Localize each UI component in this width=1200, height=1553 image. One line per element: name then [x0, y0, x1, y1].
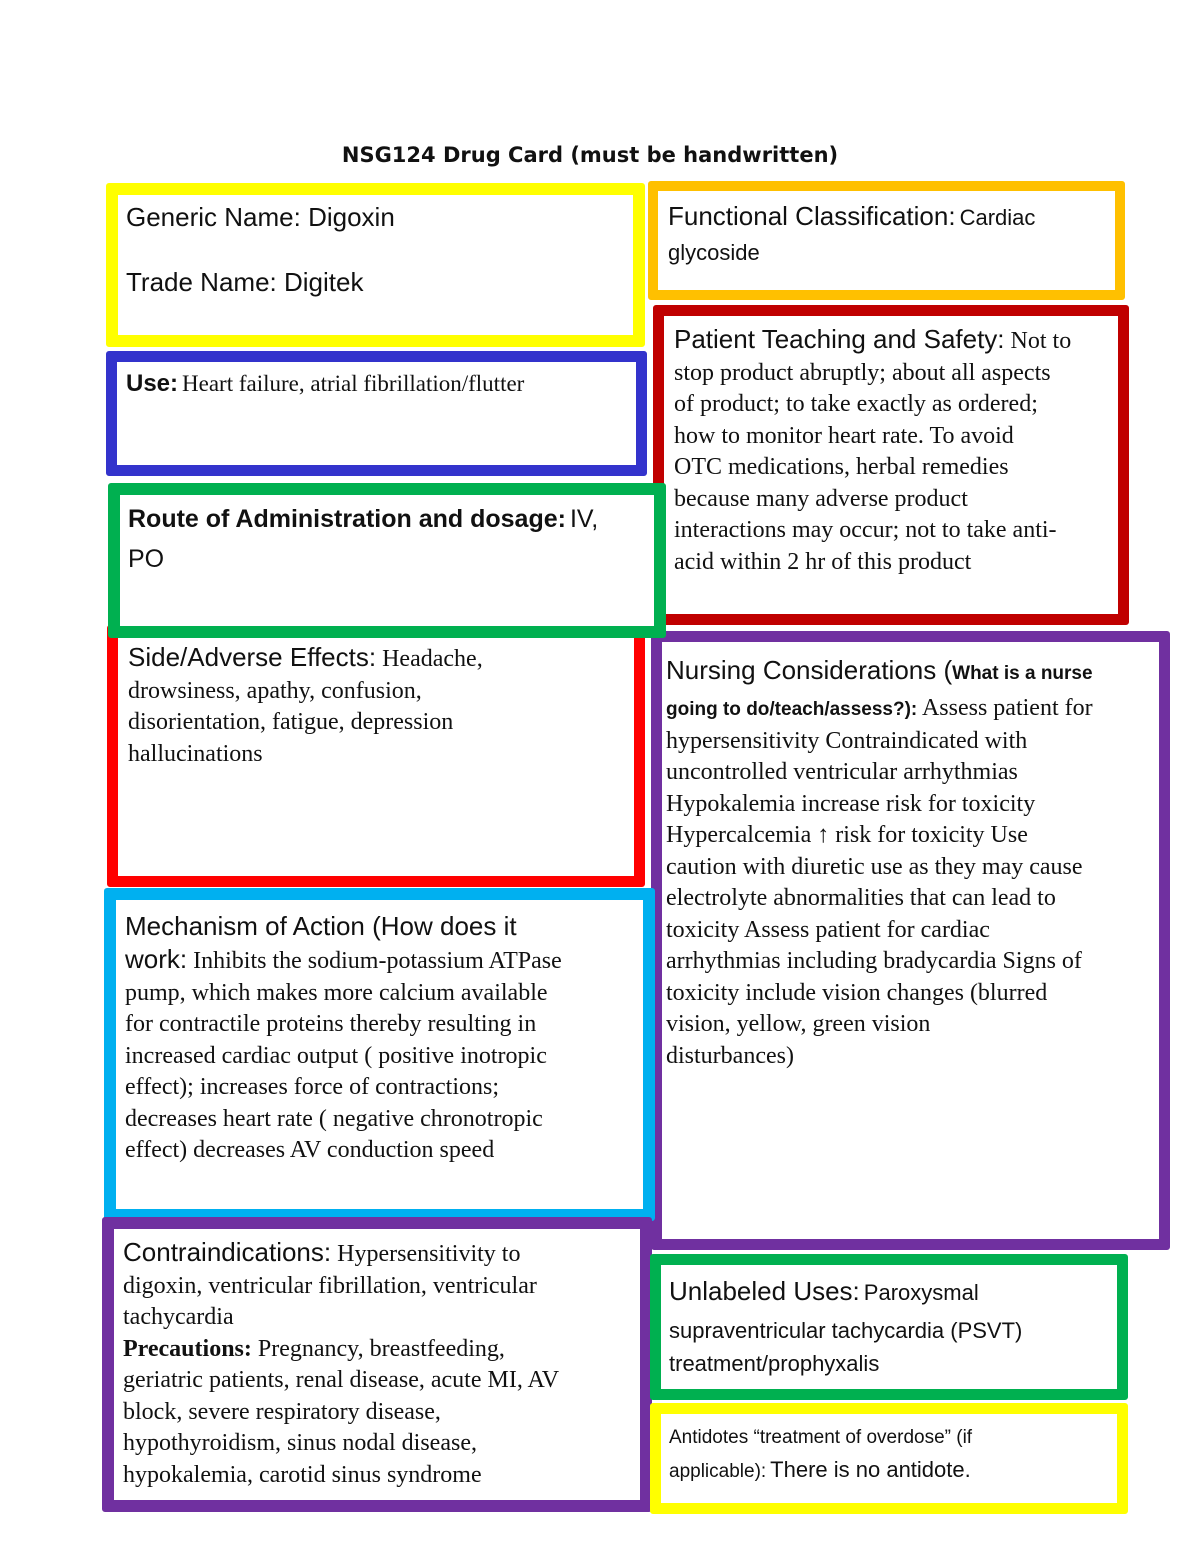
mechanism-line: effect) decreases AV conduction speed [125, 1137, 495, 1163]
nursing-line: disturbances) [666, 1042, 794, 1069]
mechanism-label-2: work: [125, 944, 188, 974]
mechanism-line: effect); increases force of contractions; [125, 1074, 500, 1100]
teaching-line: how to monitor heart rate. To avoid [674, 422, 1014, 449]
nursing-line: arrhythmias including bradycardia Signs of [666, 948, 1082, 974]
antidotes-label-1: Antidotes “treatment of overdose” (if [669, 1427, 973, 1448]
side-effects-box [107, 625, 645, 887]
patient-teaching-label: Patient Teaching and Safety: [674, 324, 1005, 354]
contra-line: tachycardia [123, 1304, 234, 1330]
use-value: Heart failure, atrial fibrillation/flutter [182, 371, 525, 396]
antidotes-box [650, 1403, 1128, 1514]
nursing-line: toxicity Assess patient for cardiac [666, 916, 990, 943]
nursing-line: hypersensitivity Contraindicated with [666, 727, 1028, 754]
nursing-label: Nursing Considerations ( [666, 655, 953, 685]
generic-name: Generic Name: Digoxin [126, 202, 395, 232]
functional-classification-value-1: Cardiac [959, 205, 1036, 230]
nursing-considerations-box [651, 631, 1170, 1250]
unlabeled-uses-box [650, 1254, 1128, 1400]
side-line: Headache, [382, 646, 483, 672]
mechanism-label-1: Mechanism of Action (How does it [125, 911, 517, 941]
side-line: hallucinations [128, 740, 263, 767]
teaching-line: acid within 2 hr of this product [674, 548, 972, 575]
teaching-line: of product; to take exactly as ordered; [674, 391, 1038, 417]
nursing-question-1: What is a nurse [952, 663, 1093, 684]
unlabeled-line: treatment/prophyxalis [669, 1351, 880, 1376]
use-label: Use: [126, 370, 179, 397]
side-effects-label: Side/Adverse Effects: [128, 642, 377, 672]
antidotes-label-2: applicable): [669, 1461, 767, 1482]
nursing-line: caution with diuretic use as they may cause [666, 853, 1083, 880]
nursing-line: Hypercalcemia ↑ risk for toxicity Use [666, 822, 1028, 848]
route-box [108, 483, 666, 638]
route-value-2: PO [128, 545, 165, 573]
route-label: Route of Administration and dosage: [128, 505, 566, 533]
teaching-line: stop product abruptly; about all aspects [674, 359, 1051, 386]
side-line: disorientation, fatigue, depression [128, 709, 454, 735]
side-line: drowsiness, apathy, confusion, [128, 677, 422, 704]
contra-line: Hypersensitivity to [337, 1241, 521, 1267]
patient-teaching-box [653, 305, 1129, 625]
unlabeled-line: Paroxysmal [863, 1280, 979, 1305]
mechanism-line: Inhibits the sodium-potassium ATPase [193, 948, 562, 974]
nursing-line: toxicity include vision changes (blurred [666, 979, 1048, 1006]
nursing-line: uncontrolled ventricular arrhythmias [666, 759, 1018, 785]
mechanism-line: decreases heart rate ( negative chronotropic [125, 1105, 543, 1132]
nursing-question-2: going to do/teach/assess?): [666, 699, 918, 720]
functional-classification-value-2: glycoside [668, 240, 760, 265]
mechanism-line: increased cardiac output ( positive inotropic [125, 1042, 547, 1069]
teaching-line: OTC medications, herbal remedies [674, 454, 1009, 480]
contraindications-label: Contraindications: [123, 1237, 332, 1267]
trade-name: Trade Name: Digitek [126, 267, 364, 297]
mechanism-line: for contractile proteins thereby resulting in [125, 1011, 537, 1037]
route-value-1: IV, [569, 505, 599, 533]
antidotes-value: There is no antidote. [770, 1457, 971, 1482]
contraindications-box [102, 1217, 652, 1512]
precautions-line: Pregnancy, breastfeeding, [257, 1335, 505, 1362]
precautions-line: hypokalemia, carotid sinus syndrome [123, 1461, 482, 1488]
precautions-label: Precautions: [123, 1335, 252, 1362]
precautions-line: geriatric patients, renal disease, acute MI, AV [123, 1367, 560, 1393]
nursing-line: Hypokalemia increase risk for toxicity [666, 790, 1036, 817]
generic-name-box [106, 183, 645, 347]
page-title: NSG124 Drug Card (must be handwritten) [341, 143, 839, 167]
use-box [106, 351, 647, 476]
nursing-line: Assess patient for [921, 695, 1093, 721]
teaching-line: Not to [1010, 328, 1072, 354]
precautions-line: hypothyroidism, sinus nodal disease, [123, 1430, 477, 1456]
nursing-line: vision, yellow, green vision [666, 1011, 931, 1037]
mechanism-of-action-box [104, 888, 655, 1221]
mechanism-line: pump, which makes more calcium available [125, 979, 548, 1006]
nursing-line: electrolyte abnormalities that can lead to [666, 885, 1056, 911]
unlabeled-label: Unlabeled Uses: [669, 1276, 860, 1306]
contra-line: digoxin, ventricular fibrillation, ventricular [123, 1272, 537, 1299]
unlabeled-line: supraventricular tachycardia (PSVT) [669, 1318, 1023, 1343]
teaching-line: because many adverse product [674, 485, 968, 512]
functional-classification-label: Functional Classification: [668, 201, 956, 231]
precautions-line: block, severe respiratory disease, [123, 1398, 441, 1425]
teaching-line: interactions may occur; not to take anti- [674, 517, 1057, 543]
functional-classification-box [648, 181, 1125, 300]
